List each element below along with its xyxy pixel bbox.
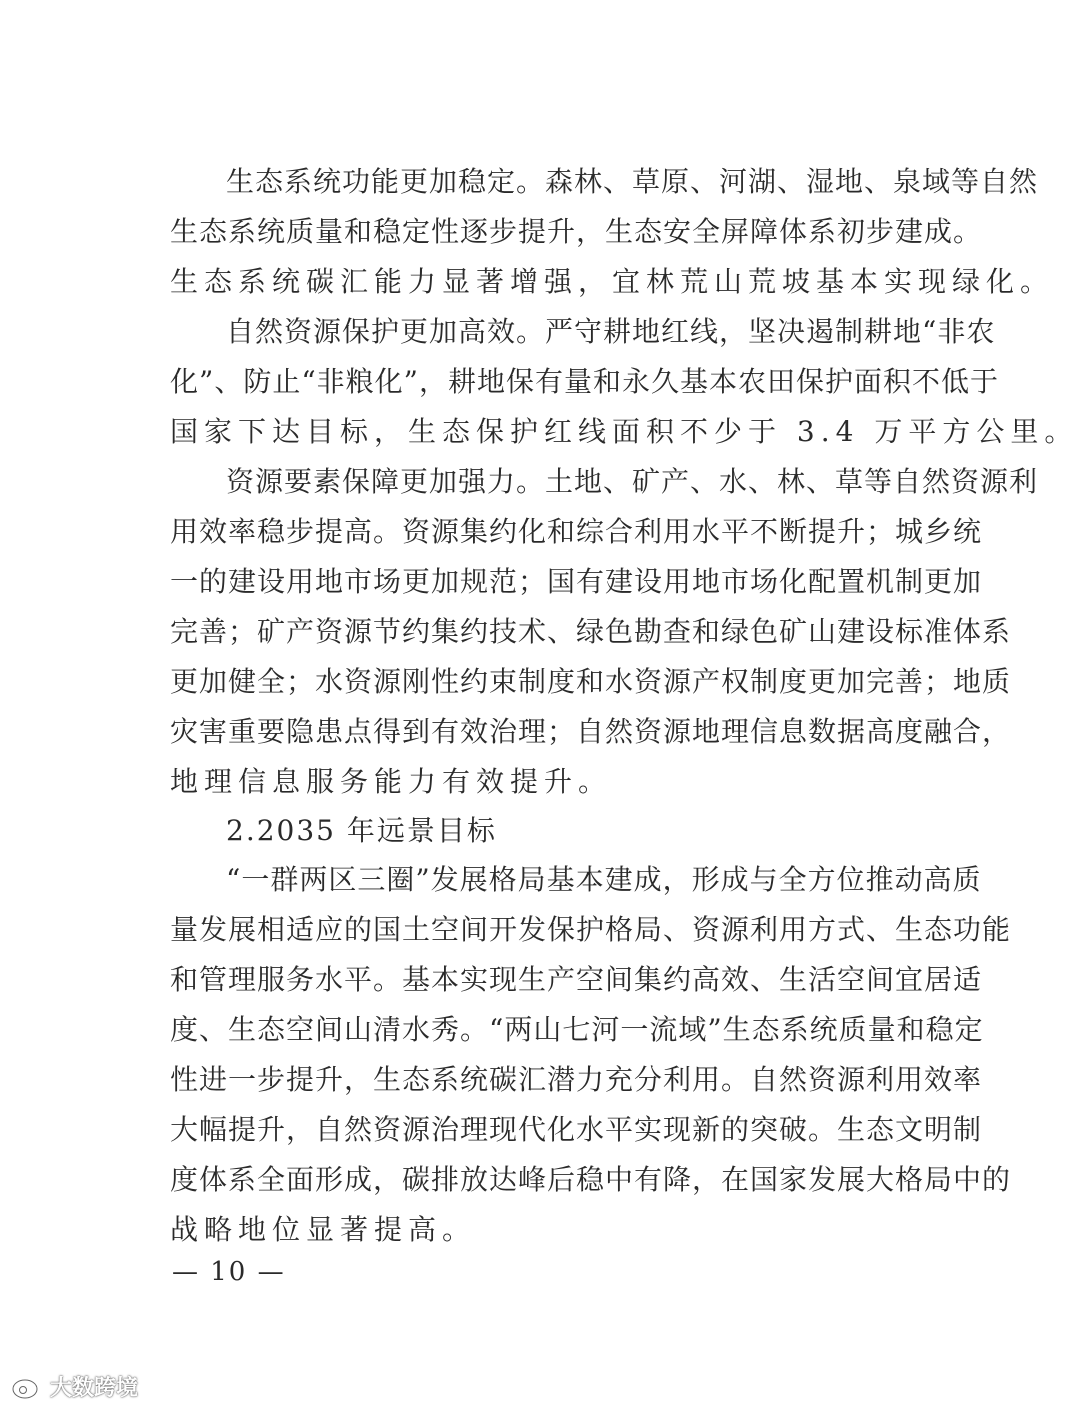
paragraph-line: 性进一步提升，生态系统碳汇潜力充分利用。自然资源利用效率 [170, 1063, 983, 1096]
paragraph-line: 生态系统质量和稳定性逐步提升，生态安全屏障体系初步建成。 [170, 215, 983, 248]
paragraph-line: 灾害重要隐患点得到有效治理；自然资源地理信息数据高度融合， [170, 715, 1012, 748]
paragraph-line: 生态系统功能更加稳定。森林、草原、河湖、湿地、泉域等自然 [226, 165, 1039, 198]
paragraph-line: 大幅提升，自然资源治理现代化水平实现新的突破。生态文明制 [170, 1113, 983, 1146]
paragraph-line: 资源要素保障更加强力。土地、矿产、水、林、草等自然资源利 [226, 465, 1039, 498]
paragraph-line: 量发展相适应的国土空间开发保护格局、资源利用方式、生态功能 [170, 913, 1012, 946]
section-heading: 2.2035 年远景目标 [226, 814, 497, 847]
paragraph-line: 国家下达目标，生态保护红线面积不少于 3.4 万平方公里。 [170, 415, 1079, 448]
paragraph-line: 和管理服务水平。基本实现生产空间集约高效、生活空间宜居适 [170, 963, 983, 996]
paragraph-line: 更加健全；水资源刚性约束制度和水资源产权制度更加完善；地质 [170, 665, 1012, 698]
paragraph-line: 用效率稳步提高。资源集约化和综合利用水平不断提升；城乡统 [170, 515, 983, 548]
watermark-text: 大数跨境 [50, 1375, 139, 1401]
paragraph-line: 自然资源保护更加高效。严守耕地红线，坚决遏制耕地“非农 [226, 315, 996, 348]
paragraph-line: 战略地位显著提高。 [170, 1213, 477, 1246]
paragraph-line: “一群两区三圈”发展格局基本建成，形成与全方位推动高质 [226, 863, 982, 896]
weibo-icon [10, 1372, 44, 1400]
paragraph-line: 地理信息服务能力有效提升。 [170, 765, 613, 798]
paragraph-line: 度、生态空间山清水秀。“两山七河一流域”生态系统质量和稳定 [170, 1013, 984, 1046]
paragraph-line: 化”、防止“非粮化”，耕地保有量和永久基本农田保护面积不低于 [170, 365, 999, 398]
paragraph-line: 一的建设用地市场更加规范；国有建设用地市场化配置机制更加 [170, 565, 983, 598]
paragraph-line: 生态系统碳汇能力显著增强，宜林荒山荒坡基本实现绿化。 [170, 265, 1055, 298]
watermark [10, 1368, 138, 1404]
page-number: — 10 — [172, 1257, 286, 1287]
paragraph-line: 完善；矿产资源节约集约技术、绿色勘查和绿色矿山建设标准体系 [170, 615, 1012, 648]
paragraph-line: 度体系全面形成，碳排放达峰后稳中有降，在国家发展大格局中的 [170, 1163, 1012, 1196]
